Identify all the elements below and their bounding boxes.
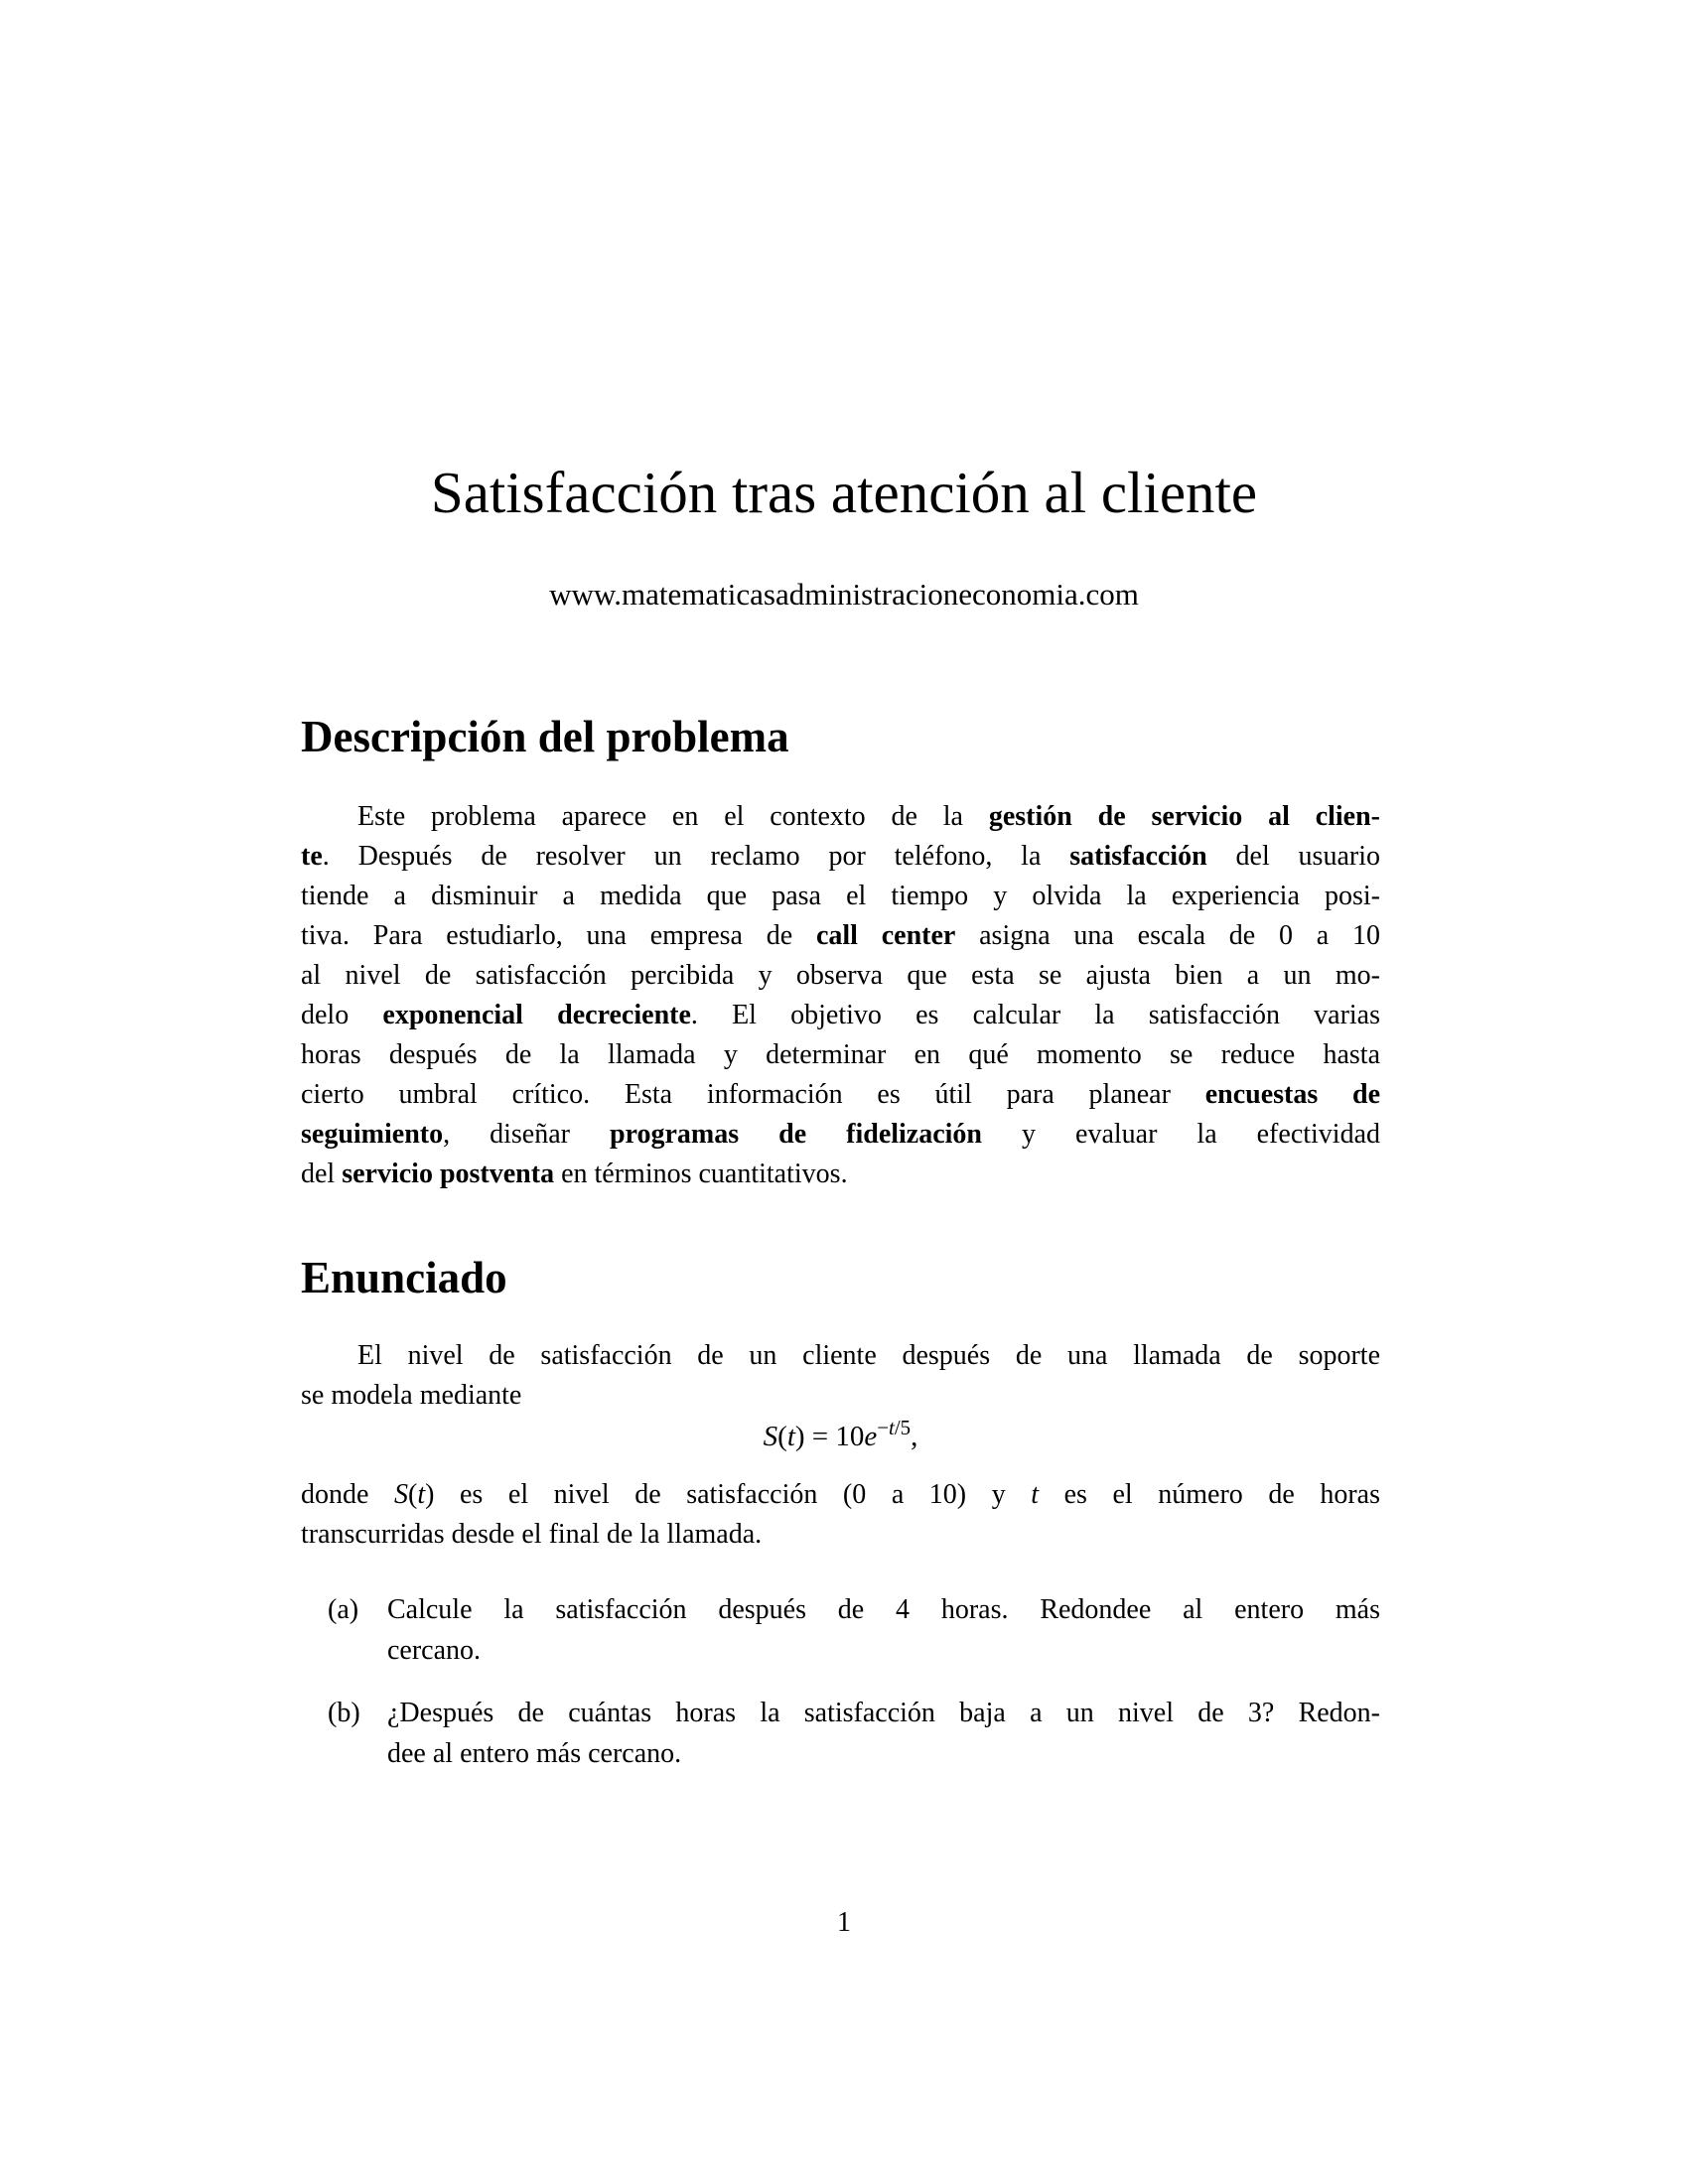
section-heading-enunciado: Enunciado (301, 1253, 507, 1302)
equation-satisfaction-model (301, 1414, 1380, 1459)
text-line: Este problema aparece en el contexto de la gestión de servicio al clien- (357, 801, 1380, 832)
section-heading-descripcion: Descripción del problema (301, 712, 789, 761)
text-line: tiende a disminuir a medida que pasa el tiempo y olvida la experiencia posi- (301, 881, 1380, 911)
text-line: se modela mediante (301, 1380, 522, 1411)
text-line: al nivel de satisfacción percibida y observa que esta se ajusta bien a un mo- (301, 960, 1380, 991)
text-line: El nivel de satisfacción de un cliente después de una llamada de soporte (357, 1340, 1380, 1371)
text-line: te. Después de resolver un reclamo por teléfono, la satisfacción del usuario (301, 841, 1380, 872)
document-subtitle-url: www.matematicasadministracioneconomia.com (549, 577, 1139, 612)
text-line: cercano. (387, 1635, 482, 1666)
document-title: Satisfacción tras atención al cliente (430, 460, 1258, 525)
item-b-text (387, 1693, 1380, 1774)
item-b-label: (b) (328, 1698, 360, 1728)
page-number: 1 (837, 1907, 851, 1938)
enumerate-item-b (301, 1693, 1380, 1774)
paragraph-descripcion (301, 797, 1380, 1194)
text-line: tiva. Para estudiarlo, una empresa de call center asigna una escala de 0 a 10 (301, 920, 1380, 951)
text-line: horas después de la llamada y determinar en qué momento se reduce hasta (301, 1039, 1380, 1070)
text-line: ¿Después de cuántas horas la satisfacción baja a un nivel de 3? Redon- (387, 1698, 1380, 1728)
text-line: donde S(t) es el nivel de satisfacción (0 a 10) y t es el número de horas (301, 1479, 1381, 1510)
enumerate-item-a (301, 1589, 1380, 1671)
paragraph-enunciado-variables (301, 1475, 1380, 1555)
item-a-label: (a) (328, 1594, 359, 1625)
text-line: delo exponencial decreciente. El objetivo es calcular la satisfacción varias (301, 1000, 1380, 1030)
text-line: $S(t) = 10e^{-t/5}$, (763, 1415, 918, 1452)
text-line: seguimiento, diseñar programas de fidelización y evaluar la efectividad (301, 1119, 1381, 1150)
text-line: cierto umbral crítico. Esta información es útil para planear encuestas de (301, 1079, 1381, 1110)
item-a-text (387, 1589, 1380, 1671)
text-line: del servicio postventa en términos cuantitativos. (301, 1159, 848, 1189)
text-line: Calcule la satisfacción después de 4 horas. Redondee al entero más (387, 1594, 1380, 1625)
text-line: dee al entero más cercano. (387, 1738, 682, 1769)
text-line: transcurridas desde el final de la llamada. (301, 1519, 763, 1550)
paragraph-enunciado-intro (301, 1336, 1380, 1416)
